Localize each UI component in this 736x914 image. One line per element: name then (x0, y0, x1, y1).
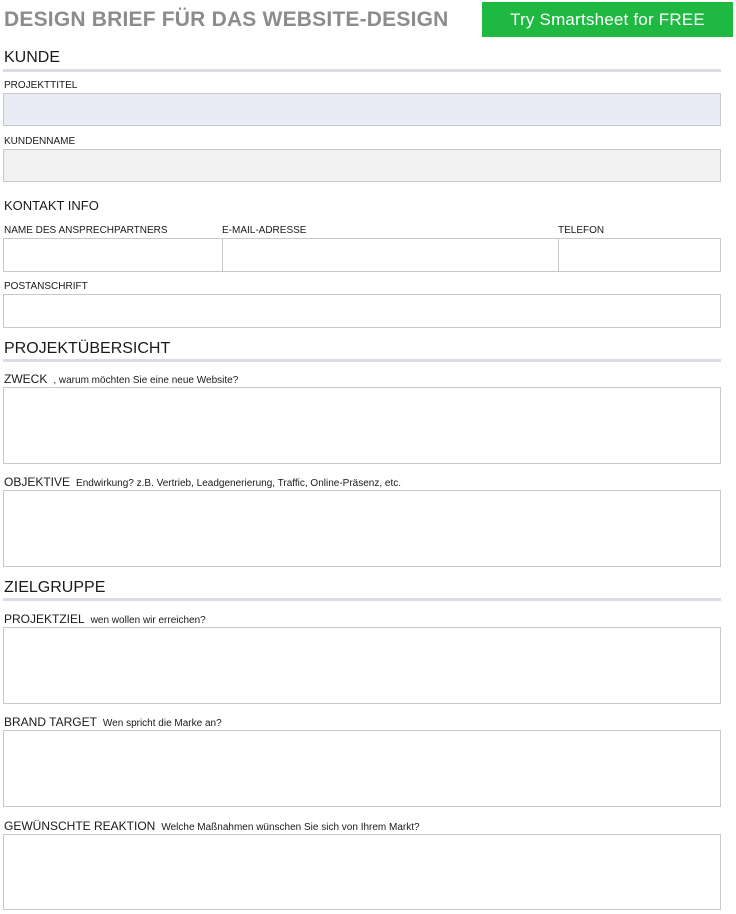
ansprechpartner-label: NAME DES ANSPRECHPARTNERS (4, 225, 168, 236)
reaktion-hint: Welche Maßnahmen wünschen Sie sich von Ihrem Markt? (161, 822, 420, 833)
projekttitel-field[interactable] (3, 93, 721, 126)
projektziel-question (4, 612, 206, 626)
section-heading-zielgruppe: ZIELGRUPPE (4, 579, 106, 596)
try-smartsheet-button[interactable]: Try Smartsheet for FREE (482, 2, 733, 37)
zweck-question (4, 372, 238, 386)
section-heading-projektuebersicht: PROJEKTÜBERSICHT (4, 340, 171, 357)
objektive-label: OBJEKTIVE (4, 475, 71, 489)
ansprechpartner-field[interactable] (4, 239, 222, 271)
section-heading-kunde: KUNDE (4, 49, 61, 66)
projektziel-label: PROJEKTZIEL (4, 612, 85, 626)
telefon-label: TELEFON (558, 225, 605, 236)
brand-target-label: BRAND TARGET (4, 715, 97, 729)
kundenname-label: KUNDENNAME (4, 136, 76, 147)
reaktion-textarea[interactable] (3, 834, 721, 910)
objektive-question (4, 475, 401, 489)
section-rule (3, 598, 721, 601)
postanschrift-field[interactable] (3, 294, 721, 328)
projektziel-hint: wen wollen wir erreichen? (90, 615, 206, 626)
objektive-hint: Endwirkung? z.B. Vertrieb, Leadgenerierung, Traffic, Online-Präsenz, etc. (76, 478, 402, 489)
page-title: DESIGN BRIEF FÜR DAS WEBSITE-DESIGN (4, 8, 449, 31)
telefon-field[interactable] (559, 239, 720, 271)
zweck-label: ZWECK (4, 372, 48, 386)
projekttitel-label: PROJEKTTITEL (4, 80, 78, 91)
projektziel-textarea[interactable] (3, 627, 721, 704)
objektive-textarea[interactable] (3, 490, 721, 567)
reaktion-question (4, 819, 420, 833)
postanschrift-label: POSTANSCHRIFT (4, 281, 88, 292)
kontakt-fields-row (3, 238, 721, 272)
zweck-textarea[interactable] (3, 387, 721, 464)
kundenname-field[interactable] (3, 149, 721, 182)
email-field[interactable] (223, 239, 558, 271)
section-rule (3, 69, 721, 72)
brand-target-textarea[interactable] (3, 730, 721, 807)
zweck-hint: , warum möchten Sie eine neue Website? (53, 375, 239, 386)
section-rule (3, 359, 721, 362)
brand-target-question (4, 715, 222, 729)
email-label: E-MAIL-ADRESSE (222, 225, 307, 236)
kontakt-info-heading: KONTAKT INFO (4, 198, 99, 213)
brand-target-hint: Wen spricht die Marke an? (102, 718, 222, 729)
reaktion-label: GEWÜNSCHTE REAKTION (4, 819, 156, 833)
